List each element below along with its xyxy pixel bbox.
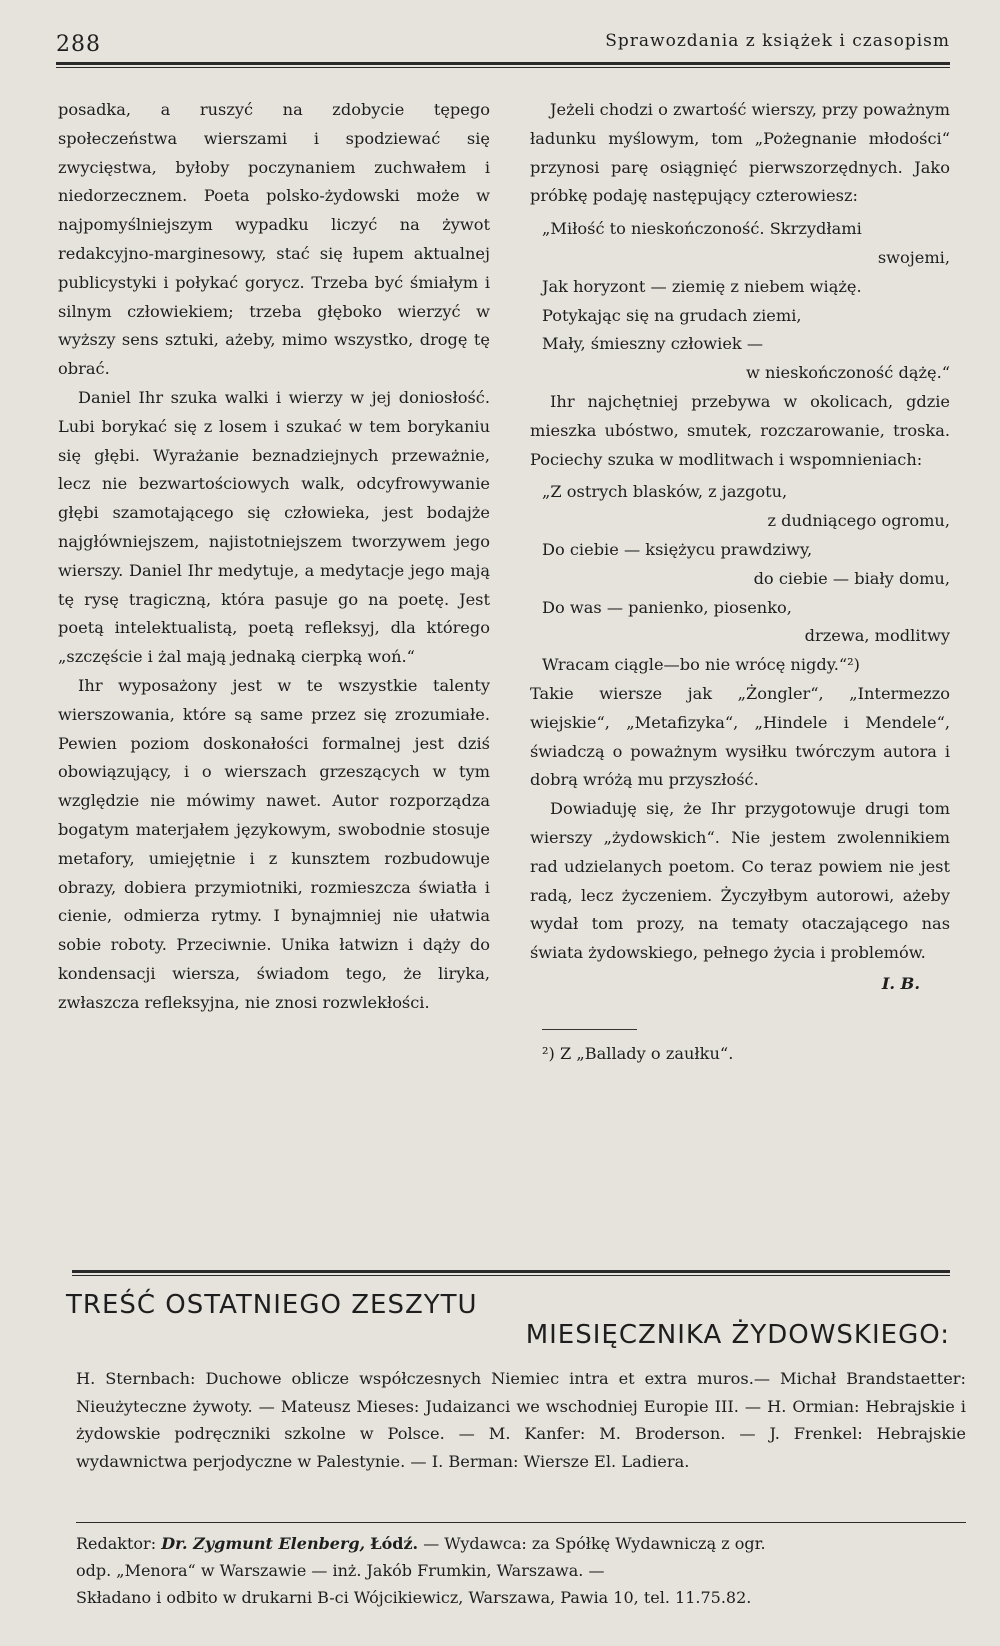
footnote-rule [542, 1029, 637, 1030]
running-title: Sprawozdania z książek i czasopism [605, 31, 950, 51]
section-rule [72, 1270, 950, 1273]
publisher-info: — Wydawca: za Spółkę Wydawniczą z ogr. [423, 1534, 766, 1553]
poem-quote [542, 215, 950, 388]
poem-line: Mały, śmieszny człowiek — [542, 334, 764, 354]
poem-line: w nieskończoność dążę.“ [745, 363, 950, 383]
colophon-line: Składano i odbito w drukarni B-ci Wójcikiewicz, Warszawa, Pawia 10, tel. 11.75.82. [76, 1588, 752, 1607]
poem-line: Do was — panienko, piosenko, [542, 597, 792, 617]
colophon-rule [76, 1522, 966, 1523]
right-column [530, 96, 950, 1069]
page-number: 288 [56, 32, 101, 57]
poem-line: swojemi, [877, 247, 950, 267]
colophon-line: odp. „Menora“ w Warszawie — inż. Jakób Frumkin, Warszawa. — [76, 1561, 605, 1580]
section-rule-thin [72, 1275, 950, 1276]
header-rule [56, 62, 950, 65]
poem-line: Jak horyzont — ziemię z niebem wiążę. [542, 276, 862, 296]
paragraph: Jeżeli chodzi o zwartość wierszy, przy poważnym ładunku myślowym, tom „Pożegnanie młodości“ przynosi parę osiągnięć pierwszorzędnych. Jako próbkę podaję następujący czterowiesz: [530, 100, 951, 206]
editor-label: Redaktor: [76, 1534, 157, 1553]
poem-line: „Z ostrych blasków, z jazgotu, [542, 482, 788, 502]
paragraph: Takie wiersze jak „Żongler“, „Intermezzo wiejskie“, „Metafizyka“, „Hindele i Mendele“, świadczą o poważnym wysiłku twórczym autora i dobrą wróżą mu przyszłość. [530, 683, 950, 790]
poem-line: „Miłość to nieskończoność. Skrzydłami [542, 219, 862, 239]
paragraph: Ihr najchętniej przebywa w okolicach, gdzie mieszka ubóstwo, smutek, rozczarowanie, troska. Pociechy szuka w modlitwach i wspomnieniach: [530, 391, 950, 469]
paragraph: posadka, a ruszyć na zdobycie tępego społeczeństwa wierszami i spodziewać się zwycięstwa, byłoby poczynaniem zuchwałem i niedorzecznem. Poeta polsko-żydowski może w najpomyślniejszym wypadku liczyć na żywot redakcyjno-marginesowy, stać się łupem aktualnej publicystyki i połykać gorycz. Trzeba być śmiałym i silnym człowiekiem; trzeba głęboko wierzyć w wyższy sens sztuki, ażeby, mimo wszystko, drogę tę obrać. [58, 100, 490, 379]
signature: I. B. [881, 973, 920, 993]
footnote: ²) Z „Ballady o zaułku“. [542, 1043, 734, 1063]
toc-subheading: MIESIĘCZNIKA ŻYDOWSKIEGO: [525, 1320, 950, 1350]
poem-line: do ciebie — biały domu, [753, 568, 950, 588]
poem-line: Potykając się na grudach ziemi, [542, 305, 802, 325]
poem-line: drzewa, modlitwy [804, 626, 950, 646]
header-rule-thin [56, 67, 950, 68]
left-column [58, 96, 490, 1018]
editor-city: Łódź. [370, 1534, 419, 1553]
poem-line: Do ciebie — księżycu prawdziwy, [542, 539, 813, 559]
poem-line: Wracam ciągle—bo nie wrócę nigdy.“²) [542, 655, 860, 675]
colophon [76, 1530, 966, 1611]
paragraph: Dowiaduję się, że Ihr przygotowuje drugi tom wierszy „żydowskich“. Nie jestem zwolennikiem rad udzielanych poetom. Co teraz powiem nie jest radą, lecz życzeniem. Życzyłbym autorowi, ażeby wydał tom prozy, na tematy otaczającego nas świata żydowskiego, pełnego życia i problemów. [530, 799, 950, 963]
colophon-line [76, 1530, 966, 1557]
toc-heading: TREŚĆ OSTATNIEGO ZESZYTU [66, 1290, 478, 1320]
toc-contents: H. Sternbach: Duchowe oblicze współczesnych Niemiec intra et extra muros.— Michał Brandstaetter: Nieużyteczne żywoty. — Mateusz Mieses: Judaizanci we wschodniej Europie III. — H. Ormian: Hebrajskie i żydowskie podręczniki szkolne w Polsce. — M. Kanfer: M. Broderson. — J. Frenkel: Hebrajskie wydawnictwa perjodyczne w Palestynie. — I. Berman: Wiersze El. Ladiera. [76, 1369, 966, 1471]
paragraph: Daniel Ihr szuka walki i wierzy w jej doniosłość. Lubi borykać się z losem i szukać w tem borykaniu się głębi. Wyrażanie beznadziejnych przeważnie, lecz nie bezwartościowych walk, odcyfrowywanie głębi szamotającego się człowieka, jest bodajże najgłówniejszem, najistotniejszem tworzywem jego wierszy. Daniel Ihr medytuje, a medytacje jego mają tę rysę tragiczną, która pasuje go na poetę. Jest poetą intelektualistą, poetą refleksyj, dla którego „szczęście i żal mają jednaką cierpką woń.“ [58, 387, 490, 667]
poem-quote [542, 478, 950, 680]
paragraph: Ihr wyposażony jest w te wszystkie talenty wierszowania, które są same przez się zrozumiałe. Pewien poziom doskonałości formalnej jest dziś obowiązujący, i o wierszach grzeszących w tym względzie nie mówimy nawet. Autor rozporządza bogatym materjałem językowym, swobodnie stosuje metafory, umiejętnie i z kunsztem rozbudowuje obrazy, dobiera przymiotniki, rozmieszcza światła i cienie, odmierza rytmy. I bynajmniej nie ułatwia sobie roboty. Przeciwnie. Unika łatwizn i dąży do kondensacji wiersza, świadom tego, że liryka, zwłaszcza refleksyjna, nie znosi rozwlekłości. [58, 675, 490, 1012]
poem-line: z dudniącego ogromu, [767, 511, 950, 531]
editor-name: Dr. Zygmunt Elenberg, [161, 1534, 366, 1553]
